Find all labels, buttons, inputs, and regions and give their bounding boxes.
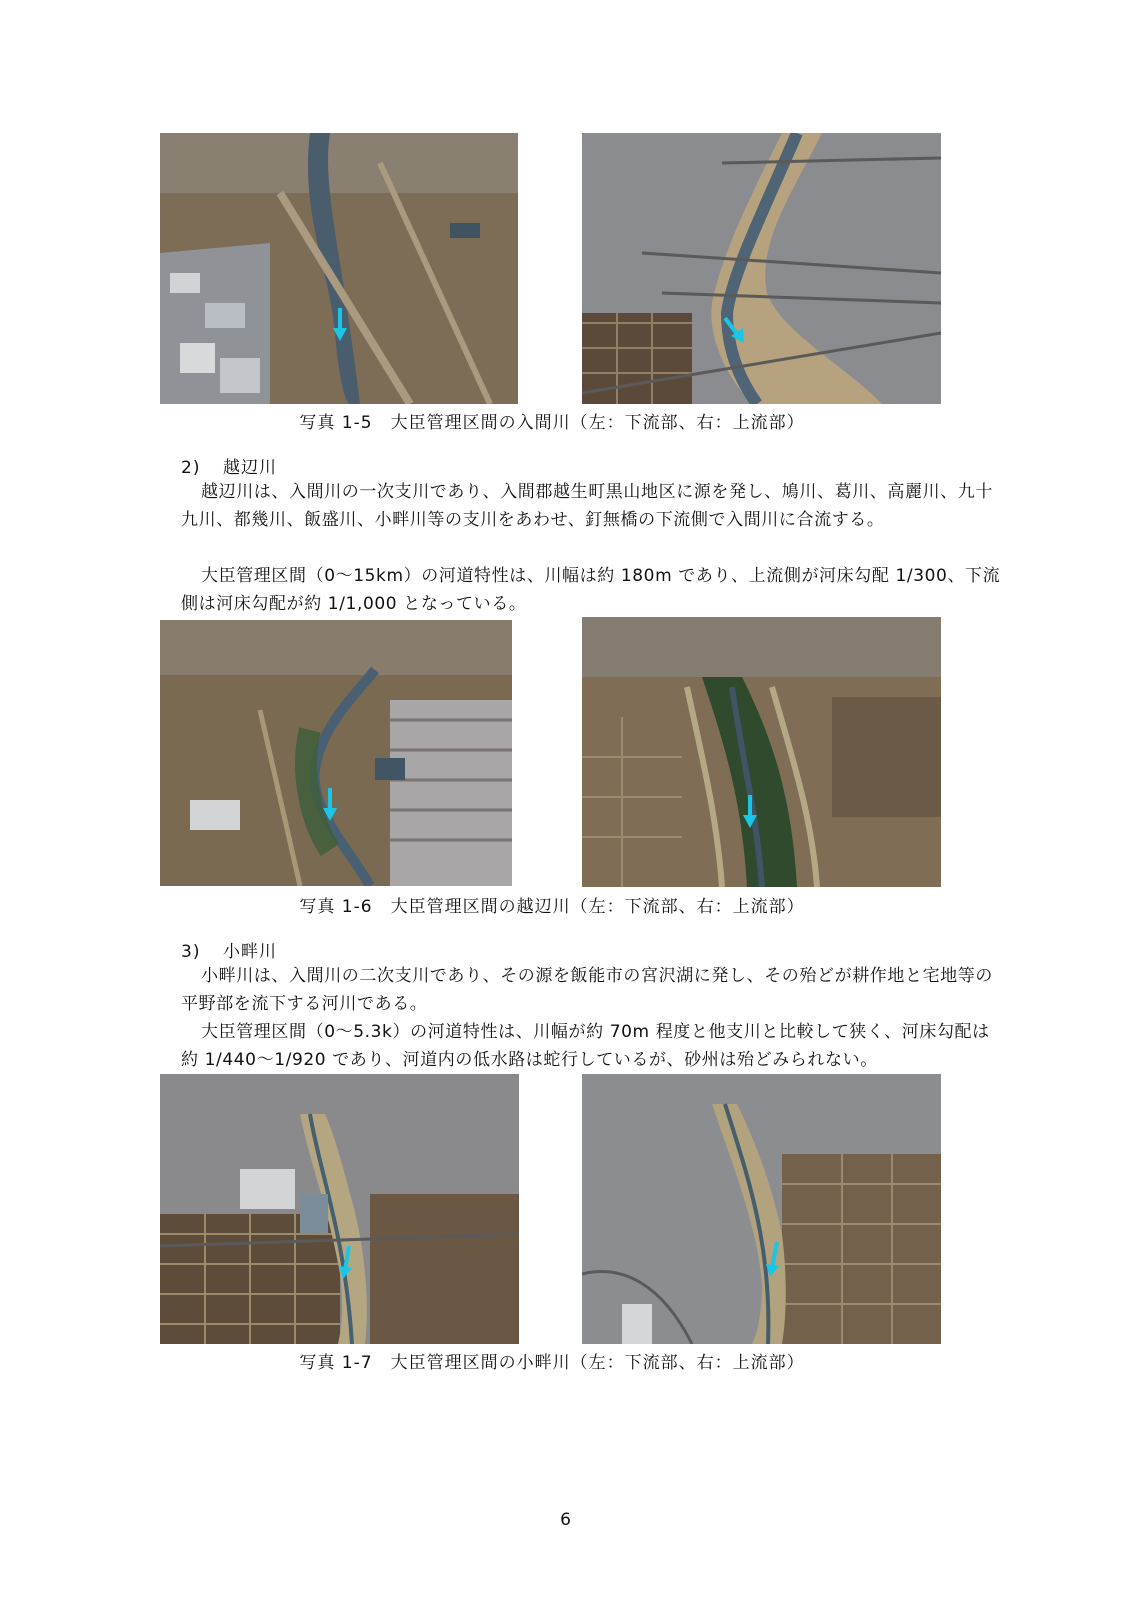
flow-arrow-icon [722, 316, 746, 344]
section-title: 越辺川 [223, 458, 277, 478]
photo-ohppe-downstream [160, 620, 512, 886]
flow-arrow-icon [332, 308, 348, 342]
paragraph: 越辺川は、入間川の一次支川であり、入間郡越生町黒山地区に源を発し、鳩川、葛川、高麗川、九十九川、都幾川、飯盛川、小畔川等の支川をあわせ、釘無橋の下流側で入間川に合流する。 [181, 482, 993, 530]
photo-koaze-downstream [160, 1074, 519, 1344]
paragraph: 大臣管理区間（0～15km）の河道特性は、川幅は約 180m であり、上流側が河床勾配 1/300、下流側は河床勾配が約 1/1,000 となっている。 [181, 566, 1001, 614]
flow-arrow-icon [765, 1242, 783, 1278]
section-number: 3) [181, 942, 201, 962]
flow-arrow-icon [322, 788, 338, 822]
figure-caption-1-7: 写真 1-7 大臣管理区間の小畔川（左：下流部、右：上流部） [299, 1353, 805, 1373]
photo-koaze-upstream [582, 1074, 941, 1344]
photo-ohppe-upstream [582, 617, 941, 887]
section-heading-koaze [181, 937, 277, 962]
section-heading-ohppe [181, 453, 277, 478]
flow-arrow-icon [338, 1246, 356, 1280]
paragraph: 小畔川は、入間川の二次支川であり、その源を飯能市の宮沢湖に発し、その殆どが耕作地と宅地等の平野部を流下する河川である。 [181, 966, 993, 1014]
photo-iruma-downstream [160, 133, 518, 404]
figure-caption-1-6: 写真 1-6 大臣管理区間の越辺川（左：下流部、右：上流部） [299, 897, 805, 917]
figure-caption-1-5: 写真 1-5 大臣管理区間の入間川（左：下流部、右：上流部） [299, 413, 805, 433]
page-number: 6 [560, 1510, 571, 1530]
photo-iruma-upstream [582, 133, 941, 404]
flow-arrow-icon [742, 795, 758, 829]
section-title: 小畔川 [223, 942, 277, 962]
section-number: 2) [181, 458, 201, 478]
paragraph: 大臣管理区間（0～5.3k）の河道特性は、川幅が約 70m 程度と他支川と比較して狭く、河床勾配は約 1/440～1/920 であり、河道内の低水路は蛇行しているが、砂州は殆どみられない。 [181, 1022, 990, 1070]
